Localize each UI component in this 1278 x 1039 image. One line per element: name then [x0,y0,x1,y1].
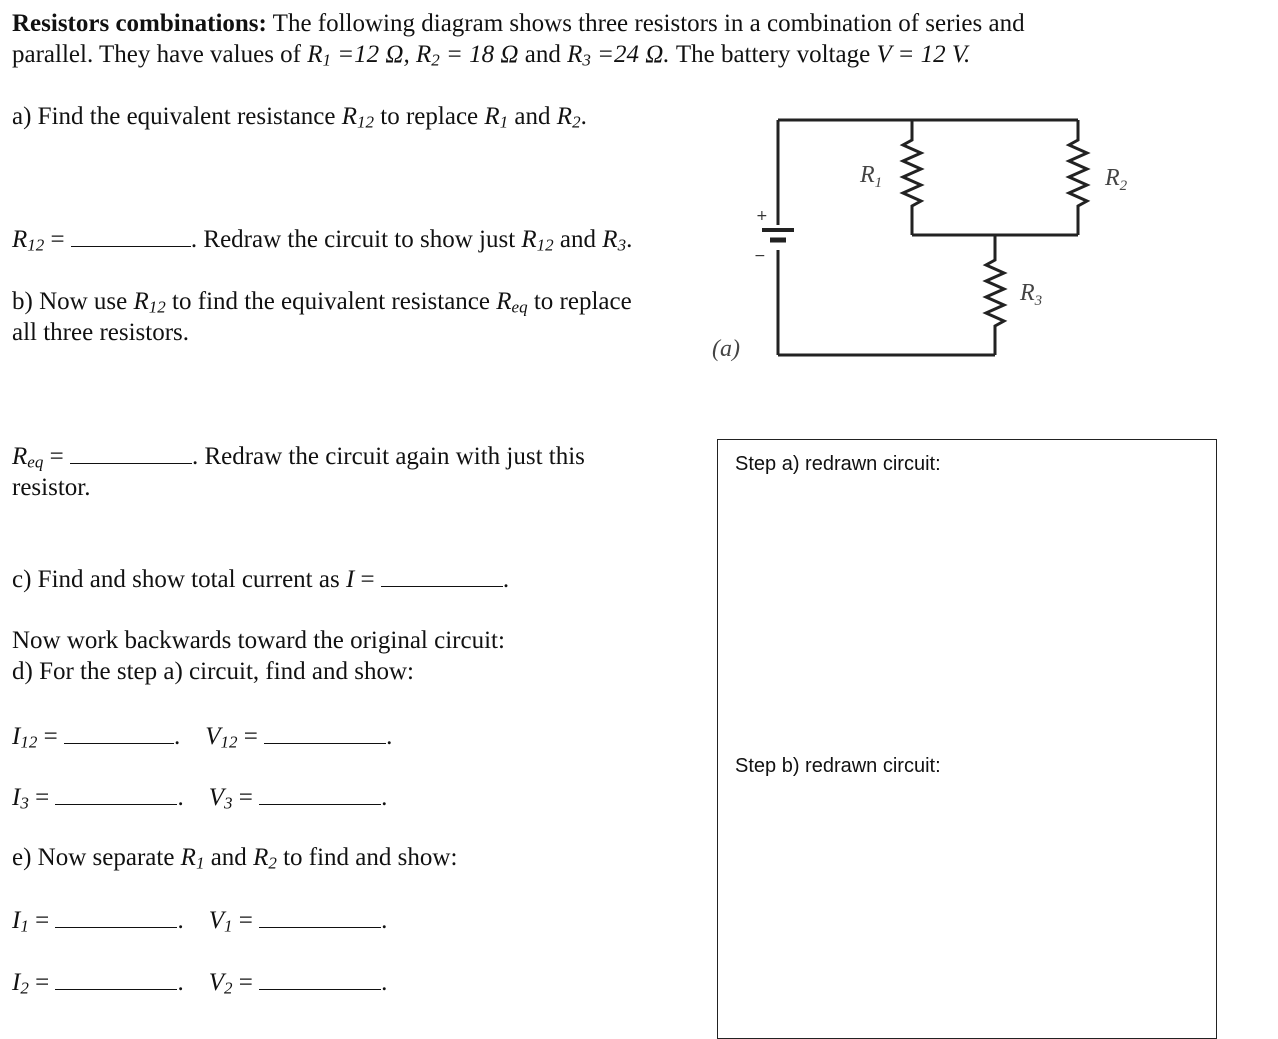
question-b: b) Now use $R_{12}$ to find the equivalent resistance $R_{eq}$ to replace [12,288,632,317]
i12-blank[interactable] [64,723,174,744]
figure-caption: (a) [712,336,740,362]
work-backwards-text: Now work backwards toward the original circuit: [12,627,505,654]
v1-blank[interactable] [259,907,381,928]
v12-blank[interactable] [264,723,386,744]
answer-row-i12-v12: $I_{12}$ = . $V_{12}$ = . [12,723,393,752]
question-b-line-2: all three resistors. [12,319,190,346]
resistor-r2 [1069,120,1087,235]
intro-title: Resistors combinations: [12,10,267,37]
i1-blank[interactable] [55,907,177,928]
battery-minus: − [754,248,766,264]
step-b-label: Step b) redrawn circuit: [735,755,941,777]
step-a-label: Step a) redrawn circuit: [735,453,941,475]
resistor-r3 [986,235,1004,355]
question-e: e) Now separate $R_1$ and $R_2$ to find and show: [12,844,458,873]
battery-icon [762,230,794,240]
intro-line-1: Resistors combinations: The following diagram shows three resistors in a combination of series and [12,10,1025,37]
label-r1: $R_1$ [860,162,883,191]
req-answer-line: $R_{eq}$ = . Redraw the circuit again with just this [12,443,585,472]
req-answer-line-2: resistor. [12,474,91,501]
question-a: a) Find the equivalent resistance $R_{12}$ to replace $R_1$ and $R_2$. [12,103,587,132]
resistor-r1 [903,120,921,235]
question-c: c) Find and show total current as I = . [12,566,510,593]
v2-blank[interactable] [259,969,381,990]
v3-blank[interactable] [259,784,381,805]
question-d: d) For the step a) circuit, find and show: [12,658,414,685]
label-r2: $R_2$ [1105,165,1128,194]
current-answer-blank[interactable] [381,566,503,587]
redraw-box[interactable] [717,439,1217,1039]
label-r3: $R_3$ [1020,280,1043,309]
battery-plus: + [756,208,768,224]
answer-row-i1-v1: $I_1$ = . $V_1$ = . [12,907,388,936]
i3-blank[interactable] [55,784,177,805]
r12-answer-blank[interactable] [71,226,191,247]
answer-row-i2-v2: $I_2$ = . $V_2$ = . [12,969,388,998]
req-answer-blank[interactable] [70,443,192,464]
circuit-diagram [700,110,1180,380]
r12-answer-line: $R_{12}$ = . Redraw the circuit to show just $R_{12}$ and $R_3$. [12,226,633,255]
answer-row-i3-v3: $I_3$ = . $V_3$ = . [12,784,388,813]
i2-blank[interactable] [55,969,177,990]
intro-line-2: parallel. They have values of $R_1 =12$ Ω, $R_2 = 18$ Ω and $R_3 =24$ Ω. The battery voltage V = 12 V. [12,41,971,70]
